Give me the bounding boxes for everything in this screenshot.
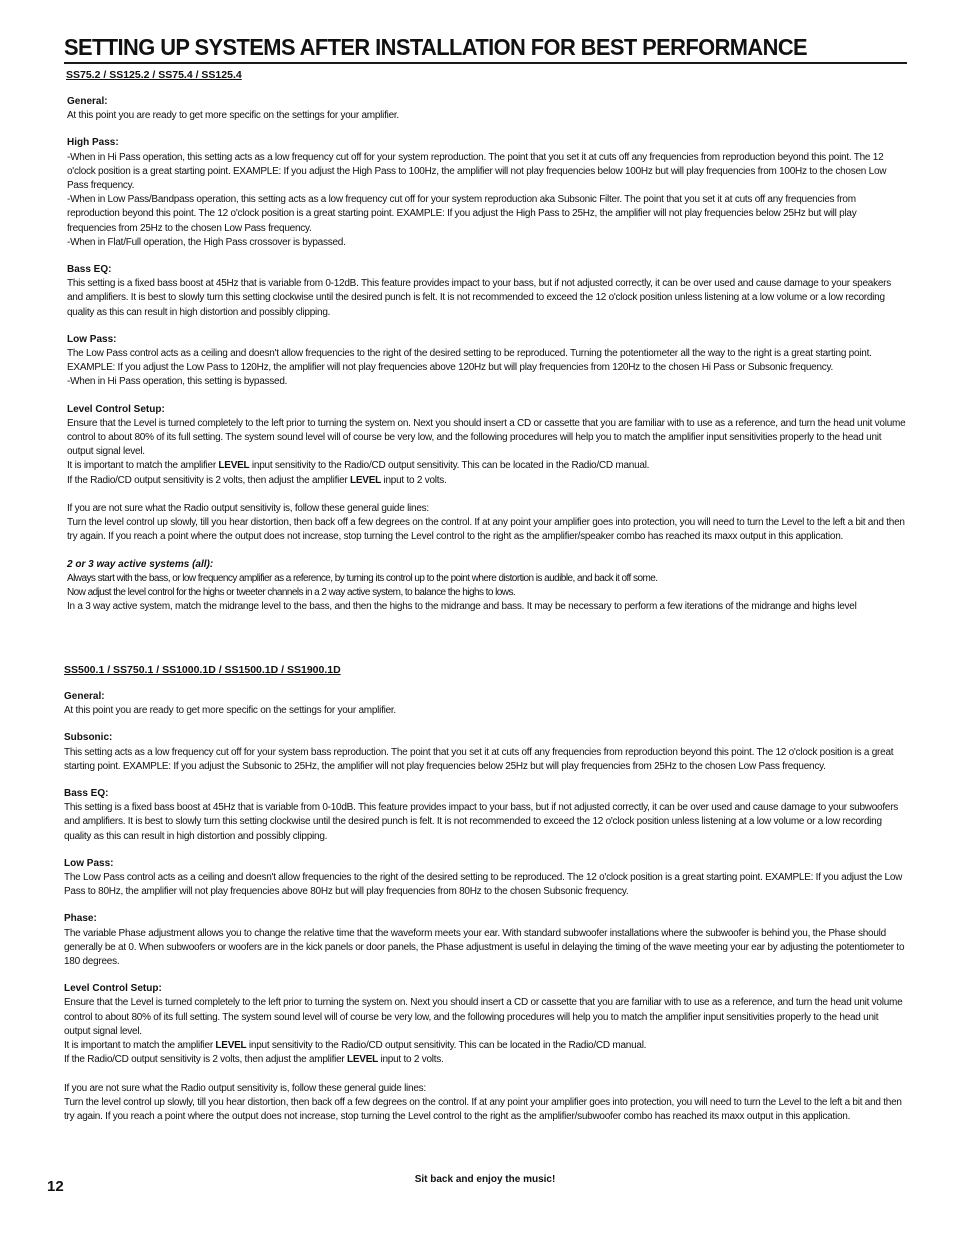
low-pass-block	[67, 333, 906, 390]
block-text: -When in Low Pass/Bandpass operation, this setting acts as a low frequency cut off for your system reproduction aka Subsonic Filter. The point that you set it at cuts off any frequencies from reproduction beyond this point. The 12 o'clock position is a great starting point. EXAMPLE: If you adjust the High Pass to 25Hz, the amplifier will not play frequencies below 25Hz but will play frequencies from 25Hz to the chosen Low Pass frequency.	[67, 194, 857, 234]
block-text	[67, 474, 906, 488]
page-title: SETTING UP SYSTEMS AFTER INSTALLATION FOR BEST PERFORMANCE	[64, 34, 808, 60]
active-systems-block	[67, 558, 906, 615]
block-text: Now adjust the level control for the highs or tweeter channels in a 2 way active system, to balance the highs to lows.	[67, 587, 516, 599]
text-run: input sensitivity to the Radio/CD output sensitivity. This can be located in the Radio/CD manual.	[249, 460, 650, 472]
block-heading: Phase:	[64, 913, 97, 925]
block-text	[64, 1053, 906, 1067]
section-mono-models	[64, 663, 906, 1124]
block-heading: High Pass:	[67, 137, 119, 149]
block-heading: Bass EQ:	[64, 788, 109, 800]
block-text: The Low Pass control acts as a ceiling and doesn't allow frequencies to the right of the desired setting to be reproduced. Turning the potentiometer all the way to the right is a great starting point. EXAMPLE: If you adjust the Low Pass to 120Hz, the amplifier will not play frequencies above 120Hz but will play frequencies from 120Hz to the chosen Hi Pass or Subsonic frequency.	[67, 348, 872, 374]
block-text: Ensure that the Level is turned completely to the left prior to turning the system on. Next you should insert a CD or cassette that you are familiar with to use as a reference, and turn the head unit volume control to about 80% of its full setting. The system sound level will of course be very low, and the following procedures will help you to match the amplifier input sensitivities properly to the head unit output signal level.	[64, 997, 903, 1037]
level-keyword: LEVEL	[218, 460, 250, 472]
block-text: Always start with the bass, or low frequency amplifier as a reference, by turning its control up to the point where distortion is audible, and back it off some.	[67, 572, 658, 584]
bass-eq-block	[67, 263, 906, 320]
block-text: Ensure that the Level is turned completely to the left prior to turning the system on. Next you should insert a CD or cassette that you are familiar with to use as a reference, and turn the head unit volume control to about 80% of its full setting. The system sound level will of course be very low, and the following procedures will help you to match the amplifier input sensitivities properly to the head unit output signal level.	[67, 417, 906, 458]
level-keyword: LEVEL	[215, 1040, 247, 1052]
footer-tagline: Sit back and enjoy the music!	[414, 1174, 556, 1185]
general-block	[64, 690, 906, 718]
block-text: The variable Phase adjustment allows you to change the relative time that the waveform meets your ear. With standard subwoofer installations where the subwoofer is behind you, the Phase should generally be at 0. When subwoofers or woofers are in the kick panels or door panels, the Phase adjustment is useful in delaying the timing of the wave meeting your ear by adjusting the potentiometer to 180 degrees.	[64, 927, 905, 968]
general-block	[67, 95, 906, 123]
block-text	[67, 459, 906, 473]
level-control-block	[67, 403, 906, 545]
text-run: input to 2 volts.	[381, 474, 447, 486]
bass-eq-block	[64, 787, 906, 844]
block-heading: Level Control Setup:	[67, 403, 165, 415]
block-text: -When in Flat/Full operation, the High Pass crossover is bypassed.	[67, 236, 346, 248]
section-models-heading: SS75.2 / SS125.2 / SS75.4 / SS125.4	[66, 69, 242, 81]
block-heading: General:	[67, 96, 108, 107]
block-heading: 2 or 3 way active systems (all):	[67, 558, 214, 570]
low-pass-block	[64, 857, 906, 900]
level-keyword: LEVEL	[347, 1054, 378, 1066]
block-text: At this point you are ready to get more specific on the settings for your amplifier.	[64, 705, 396, 717]
block-text: Turn the level control up slowly, till you hear distortion, then back off a few degrees on the control. If at any point your amplifier goes into protection, you will need to turn the Level to the left a bit and then try again. If you reach a point where the output does not increase, stop turning the Level control to the right as the amplifier/speaker combo has reached its maxx output in this application.	[67, 517, 905, 543]
block-text: Turn the level control up slowly, till you hear distortion, then back off a few degrees on the control. If at any point your amplifier goes into protection, you will need to turn the Level to the left a bit and then try again. If you reach a point where the output does not increase, stop turning the Level control to the right as the amplifier/subwoofer combo has reached its maxx output in this application.	[64, 1096, 902, 1123]
block-text: This setting is a fixed bass boost at 45Hz that is variable from 0-10dB. This feature provides impact to your bass, but if not adjusted correctly, it can be over used and cause damage to your subwoofers and amplifiers. It is best to slowly turn this setting clockwise until the desired punch is felt. It is not recommended to exceed the 12 o'clock position unless listening at a low volume or a low recording quality as this can result in high distortion and possibly clipping.	[64, 802, 899, 842]
block-text: The Low Pass control acts as a ceiling and doesn't allow frequencies to the right of the desired setting to be reproduced. The 12 o'clock position is a great starting point. EXAMPLE: If you adjust the Low Pass to 80Hz, the amplifier will not play frequencies above 80Hz but will play frequencies from 80Hz to the chosen Subsonic frequency.	[64, 872, 903, 898]
text-run: If the Radio/CD output sensitivity is 2 volts, then adjust the amplifier	[64, 1054, 348, 1066]
block-heading: Low Pass:	[67, 333, 117, 345]
high-pass-block	[67, 136, 906, 250]
block-text: This setting acts as a low frequency cut off for your system bass reproduction. The point that you set it at cuts off any frequencies from reproduction beyond this point. The 12 o'clock position is a great starting point. EXAMPLE: If you adjust the Subsonic to 25Hz, the amplifier will not play frequencies below 25Hz but will play frequencies from 25Hz to the chosen Low Pass frequency.	[64, 746, 894, 772]
block-heading: Level Control Setup:	[64, 983, 162, 995]
block-text: If you are not sure what the Radio output sensitivity is, follow these general guide lines:	[64, 1082, 426, 1094]
block-text: This setting is a fixed bass boost at 45Hz that is variable from 0-12dB. This feature provides impact to your bass, but if not adjusted correctly, it can be over used and cause damage to your speakers and amplifiers. It is best to slowly turn this setting clockwise until the desired punch is felt. It is not recommended to exceed the 12 o'clock position unless listening at a low volume or a low recording quality as this can result in high distortion and possibly clipping.	[67, 278, 891, 318]
block-heading: Subsonic:	[64, 732, 113, 744]
section-two-four-channel-models	[64, 68, 906, 614]
block-heading: General:	[64, 691, 105, 702]
text-run: It is important to match the amplifier	[64, 1040, 216, 1052]
block-text: In a 3 way active system, match the midrange level to the bass, and then the highs to the midrange and bass. It may be necessary to perform a few iterations of the midrange and highs level	[67, 601, 857, 613]
block-heading: Bass EQ:	[67, 264, 112, 276]
text-run: If the Radio/CD output sensitivity is 2 volts, then adjust the amplifier	[67, 474, 351, 486]
block-text	[64, 1039, 906, 1053]
block-text: -When in Hi Pass operation, this setting acts as a low frequency cut off for your system reproduction. The point that you set it at cuts off any frequencies from reproduction beyond this point. The 12 o'clock position is a great starting point. EXAMPLE: If you adjust the High Pass to 100Hz, the amplifier will not play frequencies below 100Hz but will play frequencies from 100Hz to the chosen Low Pass frequency.	[67, 151, 887, 192]
block-text: -When in Hi Pass operation, this setting is bypassed.	[67, 376, 288, 388]
text-run: input to 2 volts.	[378, 1054, 444, 1066]
title-underline-divider	[64, 62, 907, 64]
level-control-block	[64, 982, 906, 1124]
subsonic-block	[64, 731, 906, 774]
phase-block	[64, 912, 906, 969]
block-text: At this point you are ready to get more specific on the settings for your amplifier.	[67, 110, 399, 122]
page-number: 12	[47, 1178, 64, 1195]
section-models-heading: SS500.1 / SS750.1 / SS1000.1D / SS1500.1D / SS1900.1D	[64, 664, 341, 676]
text-run: input sensitivity to the Radio/CD output sensitivity. This can be located in the Radio/CD manual.	[246, 1040, 647, 1052]
block-heading: Low Pass:	[64, 857, 114, 869]
level-keyword: LEVEL	[350, 474, 381, 486]
block-text: If you are not sure what the Radio output sensitivity is, follow these general guide lines:	[67, 503, 429, 515]
text-run: It is important to match the amplifier	[67, 460, 219, 472]
